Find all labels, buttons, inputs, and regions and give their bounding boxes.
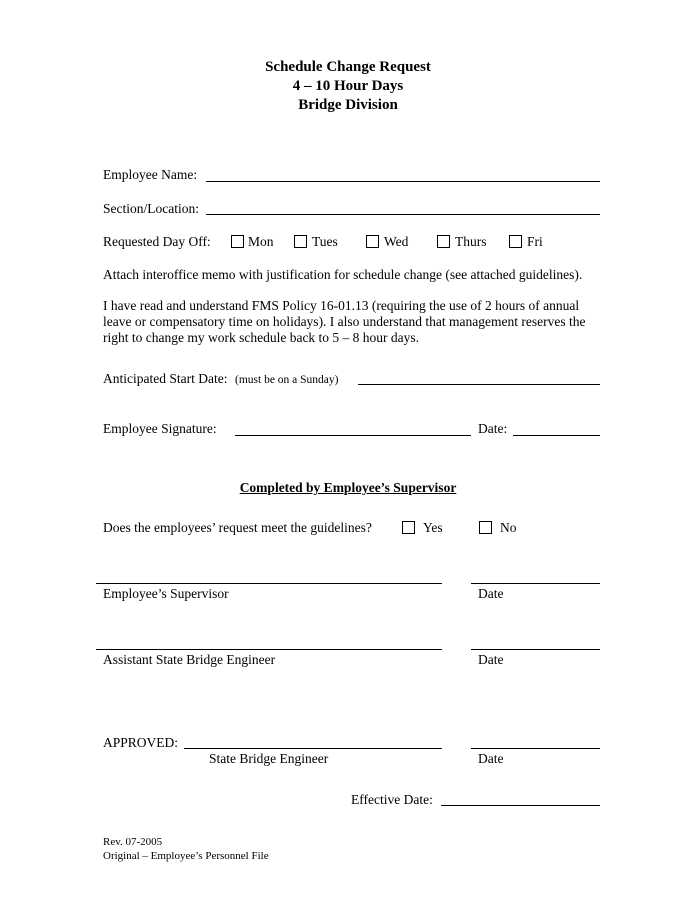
- start-date-field[interactable]: [358, 384, 600, 385]
- yes-checkbox[interactable]: [402, 521, 415, 534]
- section-location-label: Section/Location:: [103, 201, 199, 216]
- wed-label: Wed: [384, 234, 409, 249]
- fri-checkbox[interactable]: [509, 235, 522, 248]
- effective-date-field[interactable]: [441, 805, 600, 806]
- assistant-engineer-label: Assistant State Bridge Engineer: [103, 652, 276, 667]
- distribution-note: Original – Employee’s Personnel File: [103, 850, 269, 862]
- fri-label: Fri: [527, 234, 543, 249]
- employee-name-label: Employee Name:: [103, 167, 198, 182]
- form-subtitle-schedule: 4 – 10 Hour Days: [292, 78, 404, 94]
- state-engineer-signature-field[interactable]: [184, 748, 442, 749]
- mon-label: Mon: [248, 234, 274, 249]
- tues-label: Tues: [312, 234, 338, 249]
- supervisor-section-title: Completed by Employee’s Supervisor: [239, 480, 457, 495]
- state-engineer-date-label: Date: [478, 751, 504, 766]
- signature-date-label: Date:: [478, 421, 508, 436]
- no-checkbox[interactable]: [479, 521, 492, 534]
- assistant-engineer-date-label: Date: [478, 652, 504, 667]
- employee-name-field[interactable]: [206, 181, 600, 182]
- employee-signature-label: Employee Signature:: [103, 421, 217, 436]
- supervisor-signature-field[interactable]: [96, 583, 442, 584]
- supervisor-label: Employee’s Supervisor: [103, 586, 229, 601]
- attach-memo-instruction: Attach interoffice memo with justification for schedule change (see attached guidelines).: [103, 267, 583, 282]
- tues-checkbox[interactable]: [294, 235, 307, 248]
- revision-note: Rev. 07-2005: [103, 836, 163, 848]
- assistant-engineer-date-field[interactable]: [471, 649, 600, 650]
- start-date-note: (must be on a Sunday): [235, 374, 339, 386]
- yes-label: Yes: [423, 520, 443, 535]
- mon-checkbox[interactable]: [231, 235, 244, 248]
- section-location-field[interactable]: [206, 214, 600, 215]
- signature-date-field[interactable]: [513, 435, 600, 436]
- thurs-checkbox[interactable]: [437, 235, 450, 248]
- state-engineer-date-field[interactable]: [471, 748, 600, 749]
- wed-checkbox[interactable]: [366, 235, 379, 248]
- effective-date-label: Effective Date:: [351, 792, 433, 807]
- supervisor-date-field[interactable]: [471, 583, 600, 584]
- start-date-label: Anticipated Start Date:: [103, 371, 228, 386]
- supervisor-date-label: Date: [478, 586, 504, 601]
- guidelines-question: Does the employees’ request meet the guidelines?: [103, 520, 372, 535]
- thurs-label: Thurs: [455, 234, 487, 249]
- state-engineer-label: State Bridge Engineer: [209, 751, 329, 766]
- approved-label: APPROVED:: [103, 735, 179, 750]
- no-label: No: [500, 520, 517, 535]
- assistant-engineer-signature-field[interactable]: [96, 649, 442, 650]
- policy-statement-line2: leave or compensatory time on holidays). I also understand that management reserves the: [103, 314, 586, 329]
- employee-signature-field[interactable]: [235, 435, 471, 436]
- requested-day-off-label: Requested Day Off:: [103, 234, 211, 249]
- policy-statement-line3: right to change my work schedule back to 5 – 8 hour days.: [103, 330, 420, 345]
- form-title: Schedule Change Request: [265, 59, 431, 75]
- policy-statement-line1: I have read and understand FMS Policy 16-01.13 (requiring the use of 2 hours of annual: [103, 298, 580, 313]
- form-subtitle-division: Bridge Division: [298, 97, 398, 113]
